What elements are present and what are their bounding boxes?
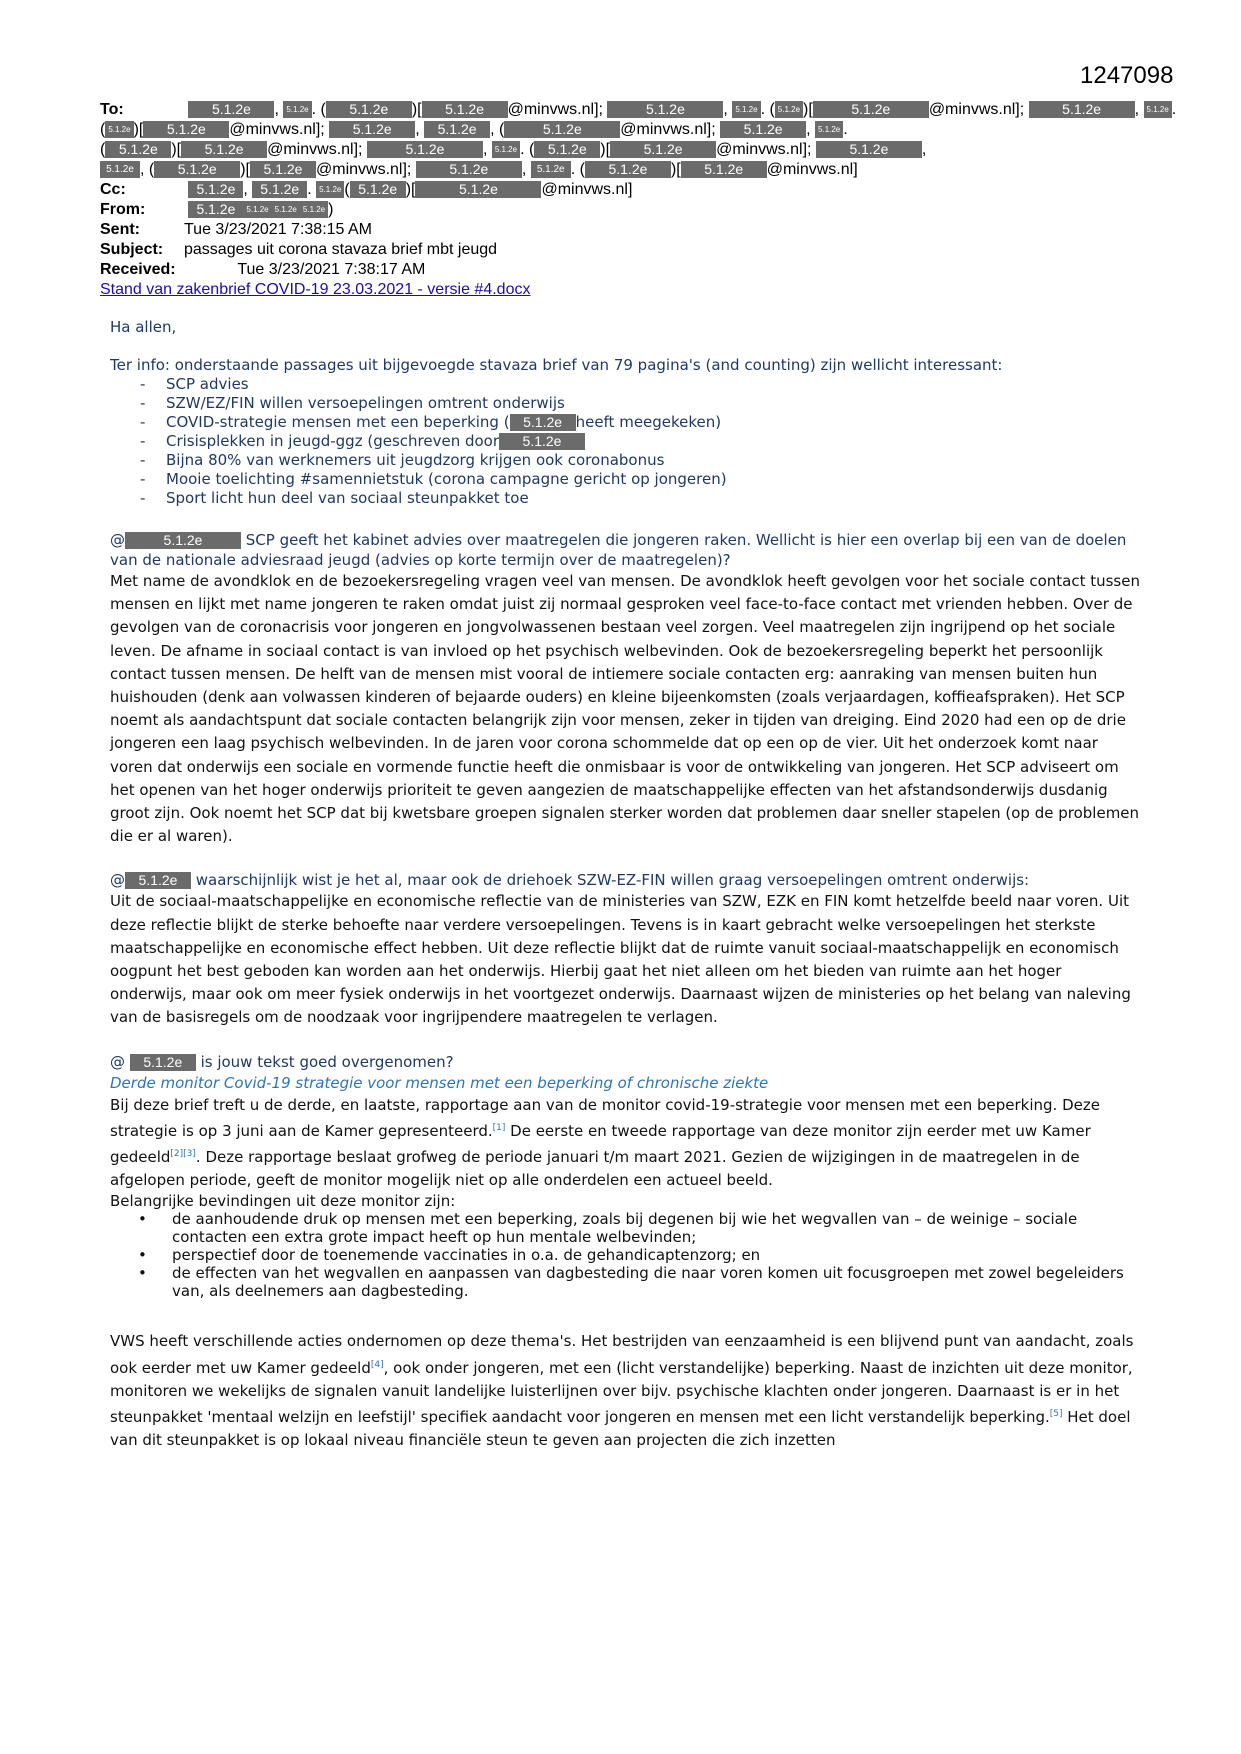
email-domain: @minvws.nl (928, 101, 1016, 118)
redaction: 5.1.2e (815, 121, 843, 138)
email-domain: @minvws.nl (267, 141, 354, 158)
redaction: 5.1.2e (143, 121, 229, 138)
section-lead: @ 5.1.2e SCP geeft het kabinet advies over maatregelen die jongeren raken. Wellicht is hier een overlap bij een van de doelen van de nationale adviesraad jeugd (advies op korte termijn over de maatregelen)? (110, 531, 1127, 569)
section-paragraph: Met name de avondklok en de bezoekersregeling vragen veel van mensen. De avondklok heeft gevolgen voor het sociale contact tussen mensen en lijkt met name jongeren te raken omdat juist zij normaal gesproken veel face-to-face contact met vrienden hebben. Over de gevolgen van de coronacrisis voor jongeren en jongvolwassenen bestaan veel zorgen. Veel maatregelen zijn ingrijpend op het sociale leven. De afname in sociaal contact is van invloed op het psychisch welbevinden. Ook de bezoekersregeling beperkt het persoonlijk contact tussen mensen. De helft van de mensen mist vooral de intiemere sociale contacten erg: aanraking van mensen buiten hun huishouden (denk aan volwassen kinderen of bejaarde ouders) en kleine bijeenkomsten (zoals verjaardagen, koffieafspraken). Het SCP noemt als aandachtspunt dat sociale contacten belangrijk zijn voor mensen, zeker in tijden van dreiging. Eind 2020 had een op de drie jongeren een laag psychisch welbevinden. In de jaren voor corona schommelde dat op een op de vier. Uit het onderzoek komt naar voren dat onderwijs een sociale en vormende functie heeft die onmisbaar is voor de ontwikkeling van jongeren. Het SCP adviseert om het openen van het hoger onderwijs prioriteit te geven aangezien de maatschappelijke effecten van het afstandsonderwijs dusdanig groot zijn. Ook noemt het SCP dat bij kwetsbare groepen signalen sterker worden dat problemen daar sneller stapelen (op de problemen die er al waren). (110, 572, 1140, 846)
email-domain: @minvws.nl (316, 161, 403, 178)
redaction: 5.1.2e (775, 101, 803, 118)
footnote-link[interactable]: [4] (370, 1359, 384, 1370)
redaction: 5.1.2e (154, 161, 240, 178)
subject-label: Subject: (100, 241, 164, 258)
footnote-link[interactable]: [2] (170, 1149, 184, 1160)
sent-value: Tue 3/23/2021 7:38:15 AM (184, 221, 372, 238)
email-domain: @minvws.nl (766, 161, 854, 178)
redaction: 5.1.2e (100, 161, 140, 178)
section-paragraph: Belangrijke bevindingen uit deze monitor zijn: (110, 1192, 456, 1211)
redaction: 5.1.2e (326, 101, 412, 118)
section-paragraph: VWS heeft verschillende acties ondernomen op deze thema's. Het bestrijden van eenzaamheid is een blijvend punt van aandacht, zoals ook eerder met uw Kamer gedeeld[4], ook onder jongeren, met een (licht verstandelijke) beperking. Naast de inzichten uit deze monitor, monitoren we wekelijks de signalen vanuit landelijke luisterlijnen over bijv. psychische klachten onder jongeren. Daarnaast is er in het steunpakket 'mentaal welzijn en leefstijl' specifiek aandacht voor jongeren en mensen met een licht verstandelijk beperking.[5] Het doel van dit steunpakket is op lokaal niveau financiële steun te geven aan projecten die zich inzetten (110, 1332, 1134, 1450)
list-item: - Mooie toelichting #samennietstuk (corona campagne gericht op jongeren) (140, 470, 1140, 489)
redaction: 5.1.2e (252, 181, 307, 198)
redaction: 5.1.2e (316, 181, 344, 198)
redaction: 5.1.2e (415, 181, 541, 198)
list-item: - Sport licht hun deel van sociaal steunpakket toe (140, 489, 1140, 508)
redaction: 5.1.2e (250, 161, 316, 178)
received-label: Received: (100, 261, 176, 278)
redaction: 5.1.2e (329, 121, 415, 138)
greeting: Ha allen, (110, 318, 177, 336)
section-paragraph: Uit de sociaal-maatschappelijke en economische reflectie van de ministeries van SZW, EZK en FIN komt hetzelfde beeld naar voren. Uit deze reflectie blijkt de sterke behoefte naar verdere versoepelingen. Tevens is in kaart gebracht welke versoepelingen het sterkste maatschappelijke en economische effect hebben. Uit deze reflectie blijkt dat de ruimte vanuit sociaal-maatschappelijk en economisch oogpunt het best geboden kan worden aan het onderwijs. Hierbij gaat het niet alleen om het bieden van ruimte aan het hoger onderwijs, maar ook om meer fysiek onderwijs in het voortgezet onderwijs. Daarnaast wijzen de ministeries op het belang van naleving van de basisregels om de noodzaak voor ingrijpendere maatregelen te verlagen. (110, 892, 1131, 1027)
received-row (100, 260, 1140, 280)
email-header (100, 100, 1177, 300)
redaction: 5.1.2e (125, 532, 241, 549)
redaction: 5.1.2e (125, 872, 191, 889)
received-value: Tue 3/23/2021 7:38:17 AM (237, 261, 426, 278)
attachment-row (100, 280, 1140, 300)
to-row: 5.1.2e , ( 5.1.2e )[ 5.1.2e @minvws.nl]; 5.1.2e , 5.1.2e . ( 5.1.2e )[ 5.1.2e @minvws.nl] (100, 160, 1140, 180)
intro-block (110, 318, 1140, 508)
list-item: - Crisisplekken in jeugd-ggz (geschreven door 5.1.2e (140, 432, 1140, 451)
redaction: 5.1.2e (300, 201, 328, 218)
sent-row (100, 220, 1140, 240)
redaction: 5.1.2e (416, 161, 522, 178)
redaction: 5.1.2e (283, 101, 311, 118)
redaction: 5.1.2e (813, 101, 929, 118)
redaction: 5.1.2e (504, 121, 620, 138)
findings-list (110, 1210, 1140, 1300)
email-domain: @minvws.nl (229, 121, 316, 138)
email-domain: @minvws.nl (716, 141, 803, 158)
attachment-link[interactable]: Stand van zakenbrief COVID-19 23.03.2021 - versie #4.docx (100, 281, 531, 298)
cc-row: Cc: 5.1.2e , 5.1.2e . 5.1.2e ( 5.1.2e )[ 5.1.2e @minvws.nl] (100, 181, 633, 198)
subheading: Derde monitor Covid-19 strategie voor mensen met een beperking of chronische ziekte (110, 1073, 769, 1092)
to-row: ( 5.1.2e )[ 5.1.2e @minvws.nl]; 5.1.2e , 5.1.2e , ( 5.1.2e @minvws.nl]; 5.1.2e , 5.1.2e . (100, 121, 848, 138)
redaction: 5.1.2e (732, 101, 760, 118)
redaction: 5.1.2e (499, 433, 585, 450)
list-item: - SZW/EZ/FIN willen versoepelingen omtrent onderwijs (140, 394, 1140, 413)
sent-label: Sent: (100, 221, 140, 238)
list-item: - Bijna 80% van werknemers uit jeugdzorg krijgen ook coronabonus (140, 451, 1140, 470)
email-body (110, 318, 1140, 1452)
list-item: - COVID-strategie mensen met een beperking ( 5.1.2e heeft meegekeken) (140, 413, 1140, 432)
redaction: 5.1.2e (272, 201, 300, 218)
list-item: • perspectief door de toenemende vaccinaties in o.a. de gehandicaptenzorg; en (138, 1246, 1140, 1264)
redaction: 5.1.2e (610, 141, 716, 158)
list-item: - SCP advies (140, 375, 1140, 394)
email-domain: @minvws.nl (620, 121, 707, 138)
section-lead: @ 5.1.2e is jouw tekst goed overgenomen? (110, 1052, 454, 1071)
redaction: 5.1.2e (492, 141, 520, 158)
redaction: 5.1.2e (105, 141, 171, 158)
email-domain: @minvws.nl (541, 181, 628, 198)
redaction: 5.1.2e (424, 121, 490, 138)
redaction: 5.1.2e (816, 141, 922, 158)
subject-value: passages uit corona stavaza brief mbt jeugd (184, 241, 498, 258)
redaction: 5.1.2e (188, 201, 243, 218)
redaction: 5.1.2e (105, 121, 133, 138)
redaction: 5.1.2e (534, 141, 600, 158)
section-szw (110, 870, 1140, 1029)
intro-text: Ter info: onderstaande passages uit bijgevoegde stavaza brief van 79 pagina's (and counting) zijn wellicht interessant: (110, 356, 1003, 374)
section-vws (110, 1330, 1140, 1452)
redaction: 5.1.2e (720, 121, 806, 138)
section-scp (110, 530, 1140, 848)
from-label: From: (100, 201, 146, 218)
footnote-link[interactable]: [5] (1049, 1409, 1063, 1420)
section-lead: @ 5.1.2e waarschijnlijk wist je het al, maar ook de driehoek SZW-EZ-FIN willen graag versoepelingen omtrent onderwijs: (110, 871, 1030, 890)
redaction: 5.1.2e (681, 161, 767, 178)
redaction: 5.1.2e (1144, 101, 1172, 118)
passage-list (110, 375, 1140, 508)
subject-row (100, 240, 1140, 260)
redaction: 5.1.2e (130, 1054, 196, 1071)
list-item: • de effecten van het wegvallen en aanpassen van dagbesteding die naar voren komen uit focusgroepen met zowel begeleiders van, als deelnemers aan dagbesteding. (138, 1264, 1140, 1300)
redaction: 5.1.2e (350, 181, 406, 198)
section-paragraph: Bij deze brief treft u de derde, en laatste, rapportage aan van de monitor covid-19-strategie voor mensen met een beperking. Deze strategie is op 3 juni aan de Kamer gepresenteerd.[1] De eerste en tweede rapportage van deze monitor zijn eerder met uw Kamer gedeeld[2][3]. Deze rapportage beslaat grofweg de periode januari t/m maart 2021. Gezien de wijzigingen in de maatregelen in de afgelopen periode, geeft de monitor mogelijk niet op alle onderdelen een actueel beeld. (110, 1095, 1100, 1190)
redaction: 5.1.2e (1029, 101, 1135, 118)
cc-label: Cc: (100, 181, 126, 198)
email-domain: @minvws.nl (507, 101, 595, 118)
from-row: From: 5.1.2e 5.1.2e 5.1.2e 5.1.2e ) (100, 201, 334, 218)
footnote-link[interactable]: [1] (492, 1122, 506, 1133)
redaction: 5.1.2e (422, 101, 508, 118)
to-row: ( 5.1.2e )[ 5.1.2e @minvws.nl]; 5.1.2e , 5.1.2e . ( 5.1.2e )[ 5.1.2e @minvws.nl]; 5.1.2e , (100, 141, 927, 158)
redaction: 5.1.2e (510, 414, 576, 431)
redaction: 5.1.2e (607, 101, 723, 118)
redaction: 5.1.2e (188, 101, 274, 118)
redaction: 5.1.2e (181, 141, 267, 158)
redaction: 5.1.2e (188, 181, 243, 198)
redaction: 5.1.2e (243, 201, 271, 218)
redaction: 5.1.2e (367, 141, 483, 158)
redaction: 5.1.2e (585, 161, 671, 178)
list-item: • de aanhoudende druk op mensen met een beperking, zoals bij degenen bij wie het wegvallen van – de weinige – sociale contacten een extra grote impact heeft op hun mentale welbevinden; (138, 1210, 1140, 1246)
document-number: 1247098 (1080, 62, 1174, 89)
redaction: 5.1.2e (531, 161, 571, 178)
section-monitor (110, 1052, 1140, 1301)
to-label: To: (100, 101, 124, 118)
to-row: To: 5.1.2e , 5.1.2e . ( 5.1.2e )[ 5.1.2e @minvws.nl]; 5.1.2e , 5.1.2e . ( 5.1.2e )[ 5.1.2e @minvws.nl]; 5.1.2e , 5.1.2e . (100, 101, 1177, 118)
footnote-link[interactable]: [3] (183, 1149, 196, 1160)
